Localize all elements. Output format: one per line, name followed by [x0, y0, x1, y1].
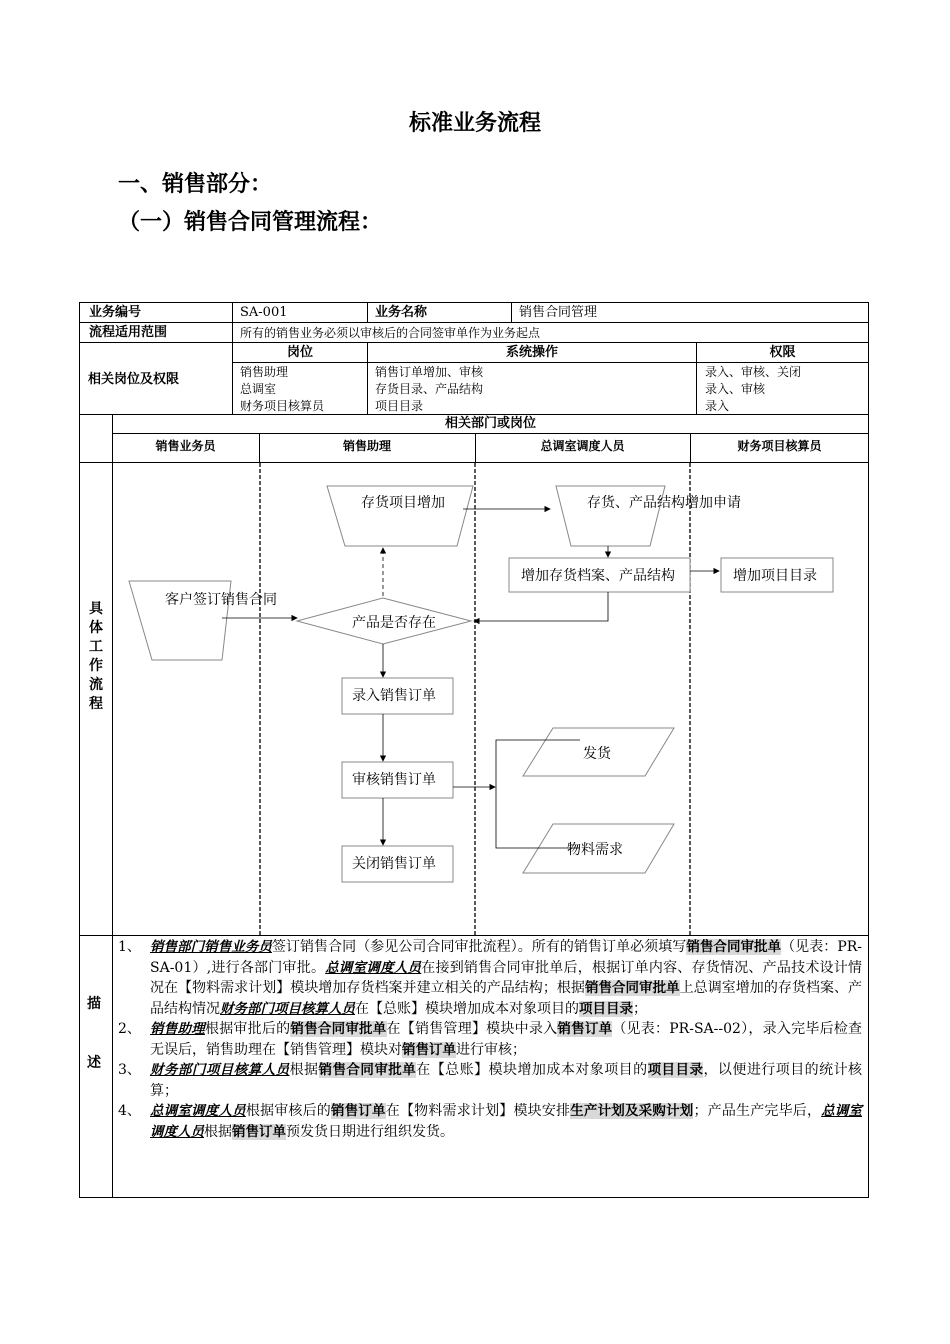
text-run: 在【物料需求计划】模块安排: [385, 1103, 571, 1119]
document-highlight: 销售订单: [557, 1021, 613, 1037]
node-label: 增加存货档案、产品结构: [521, 568, 675, 584]
text-run: ，以便进行项目的统计核算；: [150, 1062, 863, 1099]
text-run: 根据: [204, 1123, 232, 1140]
document-highlight: 项目目录: [579, 1000, 633, 1017]
role-rights: 录入、审核、关闭: [705, 365, 802, 379]
role-ops: 存货目录、产品结构: [375, 382, 484, 396]
text-run: 根据审核后的: [245, 1103, 331, 1119]
description-item-number: 4、: [118, 1103, 141, 1119]
scope-label: 流程适用范围: [89, 325, 168, 340]
role-emphasis: 总调室调度人员: [150, 1103, 863, 1140]
node-label: 录入销售订单: [352, 688, 436, 704]
text-run: 在接到销售合同审批单后，根据订单内容、存货情况、产品技术设计情况在【物料需求计划】模块增加存货档案并建立相关的产品结构；根据: [150, 959, 862, 996]
role-ops: 项目目录: [375, 399, 424, 413]
code-value: SA-001: [240, 305, 288, 320]
role-emphasis: 财务部门项目核算人员: [220, 1000, 355, 1017]
document-highlight: 销售订单: [402, 1041, 456, 1058]
role-emphasis: 销售助理: [150, 1021, 205, 1037]
description-item-number: 2、: [118, 1021, 141, 1037]
description-item: [118, 1019, 862, 1060]
flow-side-label: 具体工作流程: [89, 601, 103, 712]
description-item-text: [150, 1019, 862, 1060]
roles-col-post: 岗位: [286, 345, 313, 360]
role-emphasis: 销售部门销售业务员: [150, 939, 272, 955]
text-run: 在【总账】模块增加成本对象项目的: [355, 1000, 579, 1017]
role-post: 销售助理: [240, 365, 289, 379]
text-run: ；: [633, 1000, 647, 1017]
document-title: 标准业务流程: [408, 111, 541, 136]
roles-label: 相关岗位及权限: [88, 372, 180, 387]
role-rights: 录入: [705, 399, 730, 413]
description-list: [118, 937, 862, 1142]
document-highlight: 销售合同审批单: [290, 1021, 387, 1037]
node-label: 物料需求: [567, 842, 623, 858]
lane-header: 财务项目核算员: [737, 439, 822, 453]
description-item: [118, 1101, 862, 1142]
name-value: 销售合同管理: [519, 305, 598, 320]
text-run: （见表：PR-SA-01）,进行各部门审批。: [150, 939, 863, 976]
text-run: 签订销售合同（参见公司合同审批流程）。所有的销售订单必须填写: [271, 939, 687, 955]
text-run: 预发货日期进行组织发货。: [286, 1123, 454, 1140]
desc-side-label-1: 描: [87, 996, 101, 1012]
node-label: 存货项目增加: [361, 495, 445, 511]
description-item-text: [150, 1101, 862, 1142]
text-run: 上总调室增加的存货档案、产品结构情况: [150, 980, 863, 1017]
document-highlight: 项目目录: [647, 1062, 704, 1078]
role-post: 总调室: [240, 382, 277, 396]
roles-col-rights: 权限: [769, 345, 796, 360]
text-run: 进行审核；: [456, 1041, 526, 1058]
description-item-number: 3、: [118, 1062, 141, 1078]
text-run: ；产品生产完毕后，: [693, 1103, 822, 1119]
text-run: （见表：PR-SA--02），录入完毕后检查无误后，销售助理在【销售管理】模块对: [150, 1021, 863, 1058]
role-emphasis: 财务部门项目核算人员: [150, 1062, 290, 1078]
roles-col-ops: 系统操作: [505, 345, 558, 360]
node-label: 存货、产品结构增加申请: [587, 495, 741, 511]
document-highlight: 销售订单: [330, 1103, 386, 1119]
document-highlight: 销售合同审批单: [318, 1062, 417, 1078]
node-label: 增加项目目录: [733, 568, 817, 584]
node-label: 关闭销售订单: [352, 856, 436, 872]
name-label: 业务名称: [375, 305, 428, 320]
role-emphasis: 总调室调度人员: [150, 1103, 246, 1119]
node-label: 审核销售订单: [352, 772, 436, 788]
document-highlight: 生产计划及采购计划: [570, 1103, 694, 1119]
text-run: 根据: [289, 1062, 319, 1078]
description-item: [118, 937, 862, 1019]
document-highlight: 销售订单: [232, 1123, 286, 1140]
document-highlight: 销售合同审批单: [584, 980, 680, 996]
description-item-number: 1、: [118, 939, 141, 955]
lane-header: 销售业务员: [155, 439, 216, 453]
section-heading: 一、销售部分：: [118, 172, 273, 197]
role-emphasis: 总调室调度人员: [325, 959, 422, 976]
node-label: 客户签订销售合同: [165, 592, 277, 608]
text-run: 在【总账】模块增加成本对象项目的: [416, 1062, 648, 1078]
node-label: 产品是否存在: [352, 615, 436, 631]
document-highlight: 销售合同审批单: [686, 939, 782, 955]
dept-header: 相关部门或岗位: [444, 416, 536, 431]
description-item-text: [150, 1060, 862, 1101]
role-rights: 录入、审核: [705, 382, 766, 396]
desc-side-label-2: 述: [87, 1055, 101, 1071]
description-item-text: [150, 937, 862, 1019]
text-run: 根据审批后的: [204, 1021, 291, 1037]
role-post: 财务项目核算员: [240, 399, 325, 413]
code-label: 业务编号: [89, 305, 142, 320]
description-item: [118, 1060, 862, 1101]
lane-header: 销售助理: [342, 439, 391, 453]
subsection-heading: （一）销售合同管理流程：: [118, 210, 383, 235]
node-label: 发货: [583, 746, 611, 762]
text-run: 在【销售管理】模块中录入: [386, 1021, 558, 1037]
role-ops: 销售订单增加、审核: [375, 365, 484, 379]
lane-header: 总调室调度人员: [540, 439, 625, 453]
scope-value: 所有的销售业务必须以审核后的合同签审单作为业务起点: [240, 326, 541, 340]
